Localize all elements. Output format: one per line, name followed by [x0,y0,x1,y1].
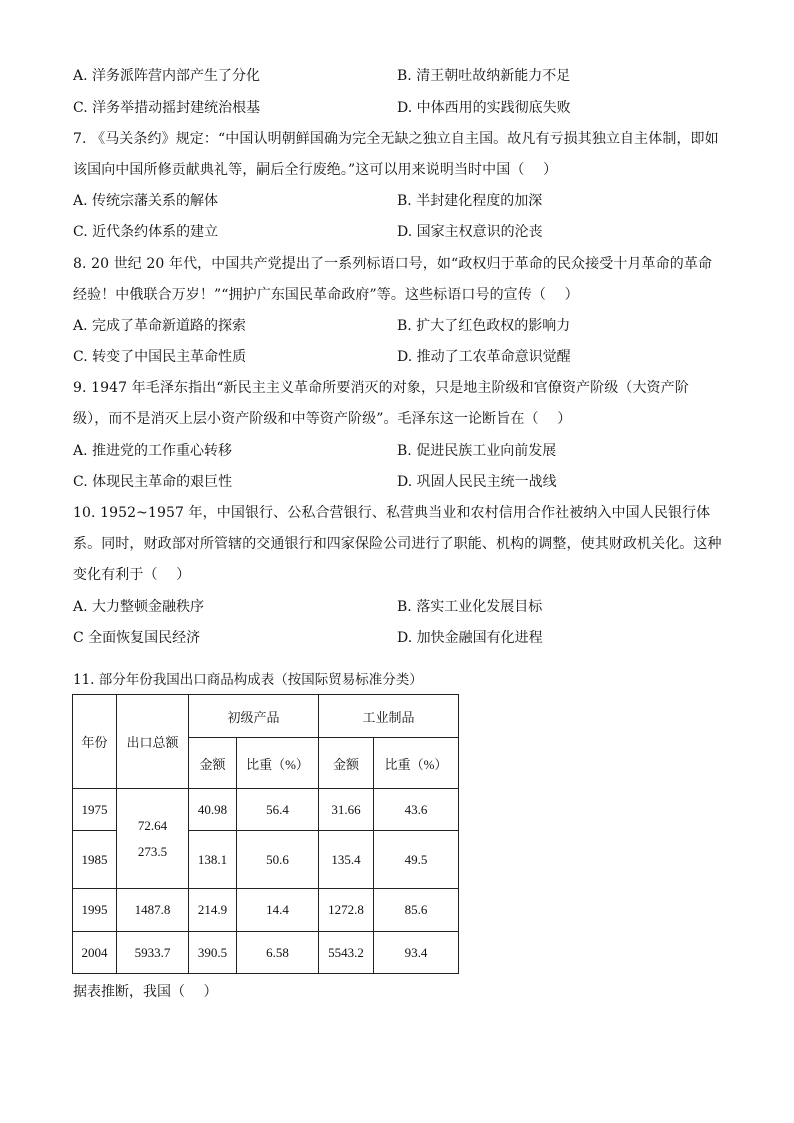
cell-total: 1487.8 [117,889,189,932]
table-row [73,889,459,932]
header-industrial-share: 比重（%） [374,738,459,789]
q8-options-row-1 [73,316,733,336]
q9-option-d: D. 巩固人民民主统一战线 [397,474,557,490]
cell-industrial-share: 93.4 [374,932,459,974]
q9-option-b: B. 促进民族工业向前发展 [397,443,557,459]
q9-option-c: C. 体现民主革命的艰巨性 [73,474,233,490]
q9-stem: 9. 1947 年毛泽东指出“新民主主义革命所要消灭的对象，只是地主阶级和官僚资产阶级（大资产阶级），而不是消灭上层小资产阶级和中等资产阶级”。毛泽东这一论断旨在（ ） [73,380,689,427]
cell-year: 1985 [73,831,117,889]
table-row [73,932,459,974]
q7-options-row-2 [73,222,733,242]
header-primary-share: 比重（%） [237,738,319,789]
q7-option-c: C. 近代条约体系的建立 [73,224,219,240]
cell-year: 1995 [73,889,117,932]
q11-question-text: 据表推断，我国（ ） [73,984,218,1000]
export-composition-table [72,694,459,974]
q10-options-row-1 [73,597,733,617]
table-row [73,789,459,831]
cell-primary-share: 50.6 [237,831,319,889]
q11-table-title: 11. 部分年份我国出口商品构成表（按国际贸易标准分类） [73,672,423,688]
q7-option-d: D. 国家主权意识的沦丧 [397,224,543,240]
q6-options-row-1 [73,66,733,86]
cell-industrial-share: 49.5 [374,831,459,889]
cell-industrial-share: 85.6 [374,889,459,932]
header-total: 出口总额 [117,695,189,789]
cell-year: 1975 [73,789,117,831]
cell-total: 273.5 [137,843,168,859]
q6-option-a: A. 洋务派阵营内部产生了分化 [73,68,261,84]
cell-industrial-amount: 135.4 [319,831,374,889]
cell-total-merged [117,789,189,889]
cell-primary-amount: 390.5 [189,932,237,974]
header-primary-products: 初级产品 [189,695,319,738]
header-industrial-amount: 金额 [319,738,374,789]
cell-primary-share: 6.58 [237,932,319,974]
header-industrial-products: 工业制品 [319,695,459,738]
q8-options-row-2 [73,347,733,367]
header-year: 年份 [73,695,117,789]
q10-option-c: C 全面恢复国民经济 [73,630,201,646]
cell-primary-share: 56.4 [237,789,319,831]
q10-stem: 10. 1952~1957 年，中国银行、公私合营银行、私营典当业和农村信用合作社被纳入中国人民银行体系。同时，财政部对所管辖的交通银行和四家保险公司进行了职能、机构的调整，使其财政机关化。这种变化有利于（ ） [73,505,722,583]
q9-options-row-1 [73,441,733,461]
cell-primary-amount: 40.98 [189,789,237,831]
cell-industrial-share: 43.6 [374,789,459,831]
cell-year: 2004 [73,932,117,974]
q10-option-d: D. 加快金融国有化进程 [397,630,543,646]
q8-stem: 8. 20 世纪 20 年代，中国共产党提出了一系列标语口号，如“政权归于革命的民众接受十月革命的革命经验！中俄联合万岁！”“拥护广东国民革命政府”等。这些标语口号的宣传（ ） [73,256,713,303]
q6-options-row-2 [73,98,733,118]
q8-option-b: B. 扩大了红色政权的影响力 [397,318,571,334]
q7-option-a: A. 传统宗藩关系的解体 [73,193,219,209]
cell-industrial-amount: 1272.8 [319,889,374,932]
q9-options-row-2 [73,472,733,492]
q10-option-a: A. 大力整顿金融秩序 [73,599,205,615]
q6-option-d: D. 中体西用的实践彻底失败 [397,100,571,116]
cell-primary-amount: 138.1 [189,831,237,889]
q7-option-b: B. 半封建化程度的加深 [397,193,543,209]
q6-option-c: C. 洋务举措动摇封建统治根基 [73,100,261,116]
cell-primary-share: 14.4 [237,889,319,932]
cell-total: 5933.7 [117,932,189,974]
q8-option-a: A. 完成了革命新道路的探索 [73,318,247,334]
q9-option-a: A. 推进党的工作重心转移 [73,443,233,459]
q8-option-c: C. 转变了中国民主革命性质 [73,349,247,365]
cell-industrial-amount: 5543.2 [319,932,374,974]
q8-option-d: D. 推动了工农革命意识觉醒 [397,349,571,365]
q7-stem: 7. 《马关条约》规定：“中国认明朝鲜国确为完全无缺之独立自主国。故凡有亏损其独立自主体制，即如该国向中国所修贡献典礼等，嗣后全行废绝。”这可以用来说明当时中国（ ） [73,131,719,178]
cell-primary-amount: 214.9 [189,889,237,932]
q7-options-row-1 [73,191,733,211]
header-primary-amount: 金额 [189,738,237,789]
q10-options-row-2 [73,628,733,648]
cell-total: 72.64 [137,817,168,833]
q10-option-b: B. 落实工业化发展目标 [397,599,543,615]
q6-option-b: B. 清王朝吐故纳新能力不足 [397,68,571,84]
cell-industrial-amount: 31.66 [319,789,374,831]
